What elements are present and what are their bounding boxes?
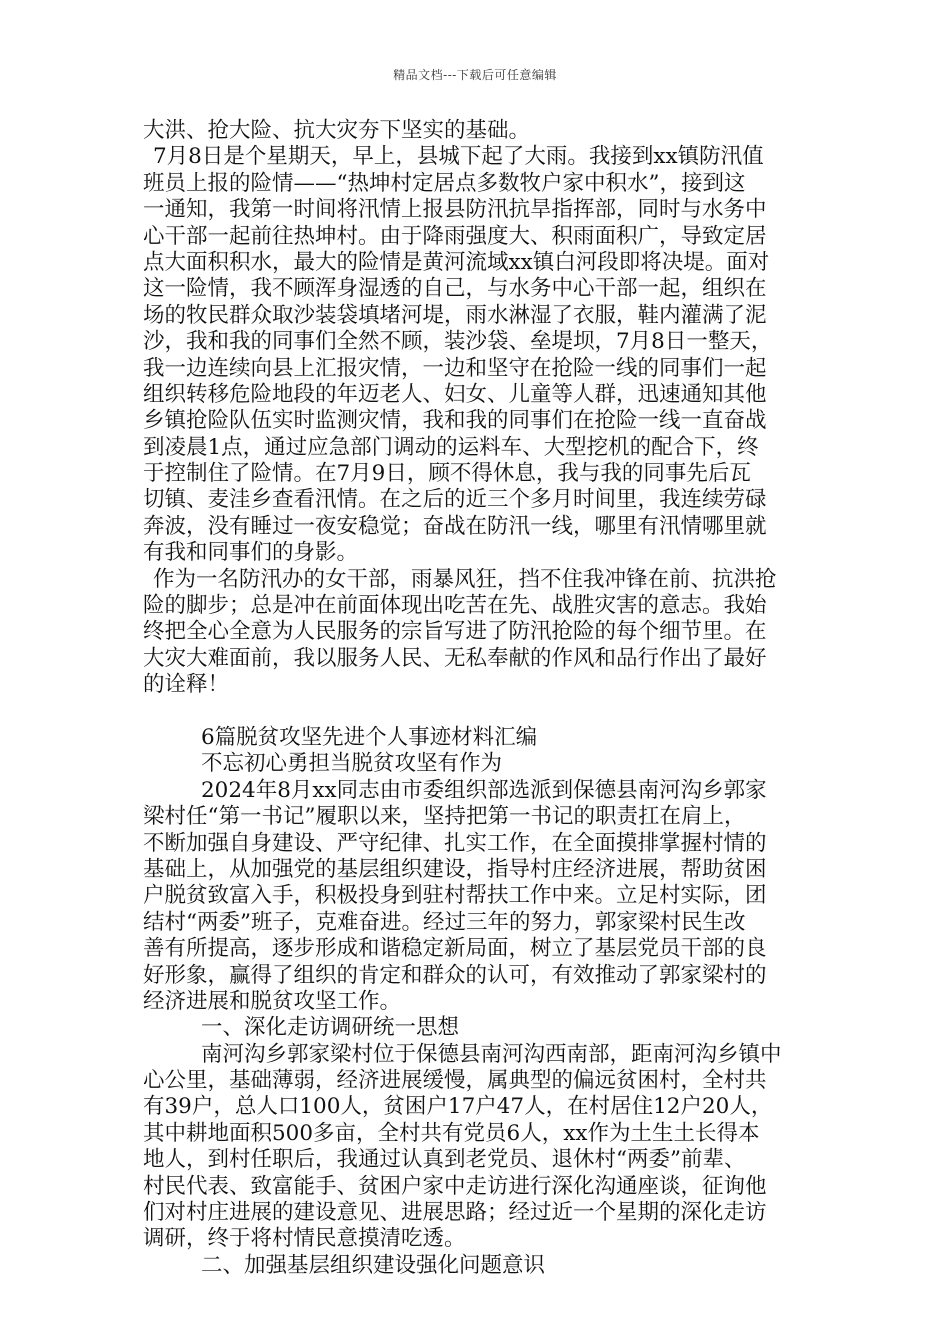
text-line: 基础上，从加强党的基层组织建设，指导村庄经济进展，帮助贫困 <box>143 856 767 882</box>
paragraph-start-line: 南河沟乡郭家梁村位于保德县南河沟西南部，距南河沟乡镇中 <box>201 1041 782 1067</box>
paragraph-start-line: 2024年8月xx同志由市委组织部选派到保德县南河沟乡郭家 <box>201 777 767 803</box>
text-line: 一通知，我第一时间将汛情上报县防汛抗旱指挥部，同时与水务中 <box>143 197 767 223</box>
text-line: 班员上报的险情——“热坤村定居点多数牧户家中积水”，接到这 <box>143 170 746 196</box>
text-line: 们对村庄进展的建设意见、进展思路；经过近一个星期的深化走访 <box>143 1200 767 1226</box>
paragraph-start-line: 作为一名防汛办的女干部，雨暴风狂，挡不住我冲锋在前、抗洪抢 <box>153 566 777 592</box>
paragraph-start-line: 7月8日是个星期天，早上，县城下起了大雨。我接到xx镇防汛值 <box>153 144 764 170</box>
text-line: 大洪、抢大险、抗大灾夯下坚实的基础。 <box>143 118 531 143</box>
text-line: 好形象，赢得了组织的肯定和群众的认可，有效推动了郭家梁村的 <box>143 962 767 988</box>
text-line: 切镇、麦洼乡查看汛情。在之后的近三个多月时间里，我连续劳碌 <box>143 487 767 513</box>
text-line: 乡镇抢险队伍实时监测灾情，我和我的同事们在抢险一线一直奋战 <box>143 408 767 434</box>
text-line: 善有所提高，逐步形成和谐稳定新局面，树立了基层党员干部的良 <box>143 936 767 962</box>
text-line: 场的牧民群众取沙装袋填堵河堤，雨水淋湿了衣服，鞋内灌满了泥 <box>143 302 767 328</box>
text-line: 其中耕地面积500多亩，全村共有党员6人，xx作为土生土长得本 <box>143 1120 760 1146</box>
text-line: 大灾大难面前，我以服务人民、无私奉献的作风和品行作出了最好 <box>143 645 767 671</box>
text-line: 险的脚步；总是冲在前面体现出吃苦在先、战胜灾害的意志。我始 <box>143 593 767 619</box>
text-line: 点大面积积水，最大的险情是黄河流域xx镇白河段即将决堤。面对 <box>143 249 770 275</box>
text-line: 村民代表、致富能手、贫困户家中走访进行深化沟通座谈，征询他 <box>143 1173 767 1199</box>
text-line: 户脱贫致富入手，积极投身到驻村帮扶工作中来。立足村实际，团 <box>143 883 767 909</box>
text-line: 有39户，总人口100人，贫困户17户47人，在村居住12户20人， <box>143 1094 773 1120</box>
document-body <box>143 118 823 1279</box>
text-line: 结村“两委”班子，克难奋进。经过三年的努力，郭家梁村民生改 <box>143 909 746 935</box>
text-line: 于控制住了险情。在7月9日，顾不得休息，我与我的同事先后瓦 <box>143 461 751 487</box>
text-line: 心公里，基础薄弱，经济进展缓慢，属典型的偏远贫困村，全村共 <box>143 1068 767 1094</box>
text-line: 奔波，没有睡过一夜安稳觉；奋战在防汛一线，哪里有汛情哪里就 <box>143 513 767 539</box>
text-line: 经济进展和脱贫攻坚工作。 <box>143 988 402 1014</box>
text-line: 我一边连续向县上汇报灾情，一边和坚守在抢险一线的同事们一起 <box>143 355 767 381</box>
subheading: 一、深化走访调研统一思想 <box>201 1015 460 1041</box>
text-line: 到凌晨1点，通过应急部门调动的运料车、大型挖机的配合下，终 <box>143 434 759 460</box>
page-header: 精品文档---下载后可任意编辑 <box>393 68 557 82</box>
text-line: 沙，我和我的同事们全然不顾，装沙袋、垒堤坝，7月8日一整天， <box>143 329 773 355</box>
text-line: 组织转移危险地段的年迈老人、妇女、儿童等人群，迅速通知其他 <box>143 381 767 407</box>
text-line: 终把全心全意为人民服务的宗旨写进了防汛抢险的每个细节里。在 <box>143 619 767 645</box>
text-line: 不断加强自身建设、严守纪律、扎实工作，在全面摸排掌握村情的 <box>143 830 767 856</box>
text-line: 地人，到村任职后，我通过认真到老党员、退休村“两委”前辈、 <box>143 1147 746 1173</box>
article-title: 不忘初心勇担当脱贫攻坚有作为 <box>201 751 503 777</box>
subheading: 二、加强基层组织建设强化问题意识 <box>201 1252 546 1278</box>
text-line: 的诠释！ <box>143 672 230 698</box>
section-title: 6篇脱贫攻坚先进个人事迹材料汇编 <box>201 724 538 750</box>
text-line: 调研，终于将村情民意摸清吃透。 <box>143 1226 466 1252</box>
text-line: 心干部一起前往热坤村。由于降雨强度大、积雨面积广，导致定居 <box>143 223 767 249</box>
blank-line <box>143 699 823 725</box>
text-line: 这一险情，我不顾浑身湿透的自己，与水务中心干部一起，组织在 <box>143 276 767 302</box>
text-line: 梁村任“第一书记”履职以来，坚持把第一书记的职责扛在肩上， <box>143 804 746 830</box>
text-line: 有我和同事们的身影。 <box>143 540 359 566</box>
